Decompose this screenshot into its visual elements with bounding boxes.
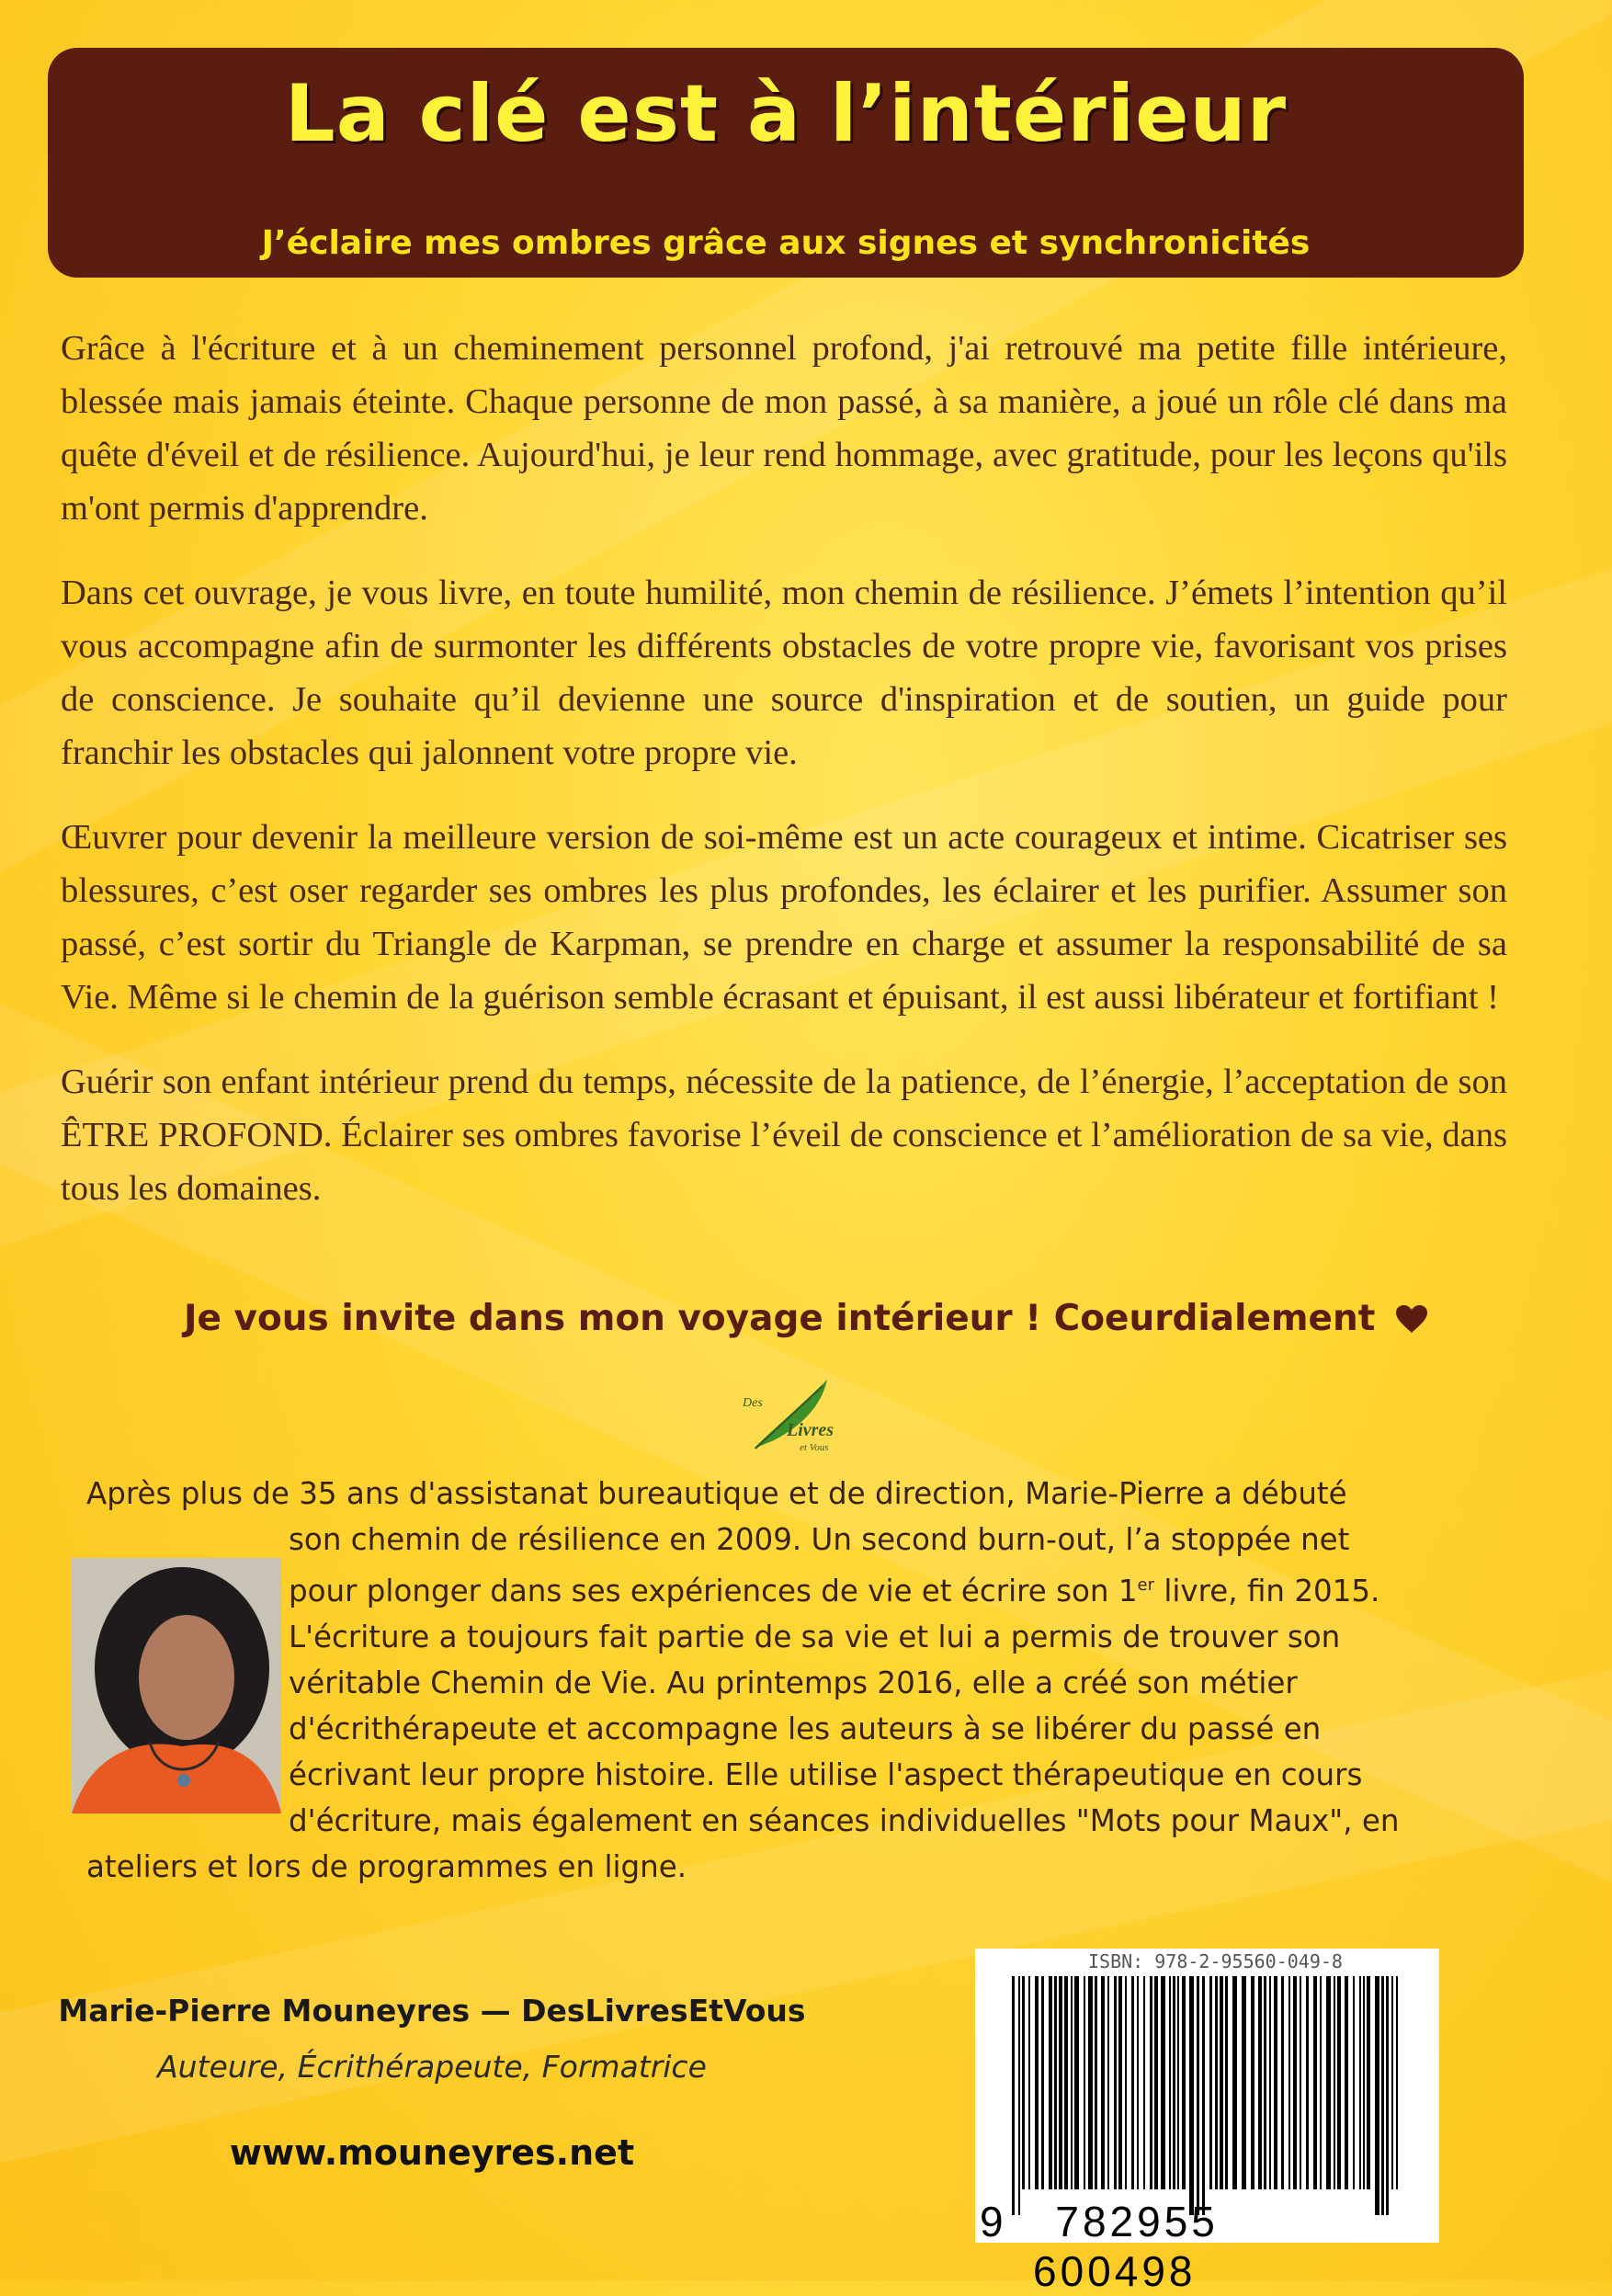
quill-icon	[735, 1375, 864, 1462]
barcode-bar	[1320, 1976, 1322, 2189]
barcode-bar	[1049, 1976, 1052, 2189]
barcode-bar	[1288, 1976, 1290, 2189]
logo-line-2: Livres	[787, 1420, 834, 1440]
barcode-bar	[1074, 1976, 1079, 2189]
barcode-bar	[1345, 1976, 1348, 2189]
barcode-bar	[1396, 1976, 1398, 2189]
invitation-text: Je vous invite dans mon voyage intérieur ! Coeurdialement	[184, 1298, 1376, 1339]
barcode-bar	[1137, 1976, 1139, 2189]
barcode-bar	[1381, 1976, 1384, 2215]
bio-line-2: son chemin de résilience en 2009. Un second burn-out, l’a stoppée net	[289, 1522, 1350, 1557]
logo-line-3: et Vous	[800, 1442, 829, 1453]
barcode-bar	[1101, 1976, 1105, 2189]
author-name: Marie-Pierre Mouneyres — DesLivresEtVous	[58, 1993, 806, 2029]
author-bio	[86, 1471, 1496, 1890]
author-role: Auteure, Écrithérapeute, Formatrice	[157, 2049, 707, 2085]
barcode-bar	[1071, 1976, 1073, 2189]
barcode-bar	[1107, 1976, 1109, 2189]
barcode-bar	[1114, 1976, 1117, 2189]
barcode-bar	[1300, 1976, 1301, 2189]
barcode-bar	[1125, 1976, 1127, 2189]
barcode-digits-left: 782955	[1055, 2198, 1219, 2245]
barcode-bar	[1118, 1976, 1122, 2189]
heart-icon	[1395, 1304, 1428, 1334]
paragraph-4-start: Guérir son enfant intérieur prend du temps, nécessite de la patience, de l’énergie, l’acceptation de son	[61, 1063, 1507, 1101]
barcode-bar	[1035, 1976, 1039, 2189]
barcode-bar	[1177, 1976, 1179, 2189]
bio-line-5: véritable Chemin de Vie. Au printemps 2016, elle a créé son métier	[289, 1665, 1298, 1700]
barcode-bar	[1391, 1976, 1393, 2189]
title-banner	[48, 48, 1524, 278]
barcode-bar	[1220, 1976, 1223, 2189]
bio-line-9: ateliers et lors de programmes en ligne.	[86, 1848, 687, 1884]
bio-line-3-superscript: er	[1137, 1575, 1155, 1595]
logo-line-1: Des	[743, 1396, 763, 1410]
back-cover-text	[61, 322, 1507, 1246]
barcode-bar	[1274, 1976, 1277, 2189]
barcode-bar	[1225, 1976, 1228, 2189]
barcode-bar	[1215, 1976, 1218, 2189]
barcode-bar	[1386, 1976, 1389, 2215]
barcode-bar	[1059, 1976, 1062, 2189]
barcode-digits-right: 600498	[1033, 2247, 1197, 2295]
barcode-bar	[1189, 1976, 1194, 2215]
barcode-bar	[1041, 1976, 1044, 2189]
barcode-bar	[1064, 1976, 1068, 2189]
barcode-bar	[1095, 1976, 1097, 2189]
barcode-bar	[1281, 1976, 1284, 2189]
barcode-bar	[1088, 1976, 1093, 2189]
paragraph-1: Grâce à l'écriture et à un cheminement personnel profond, j'ai retrouvé ma petite fille intérieure, blessée mais jamais éteinte. Chaque personne de mon passé, à sa manière, a joué un rôle clé dans ma quête d'éveil et de résilience. Aujourd'hui, je leur rend hommage, avec gratitude, pour les leçons qu'ils m'ont permis d'apprendre.	[61, 329, 1507, 528]
author-block	[55, 1993, 809, 2173]
publisher-logo	[735, 1375, 864, 1462]
barcode-bar	[1209, 1976, 1212, 2189]
barcode-bar	[1131, 1976, 1134, 2189]
barcode-bar	[1251, 1976, 1254, 2189]
barcode-bar	[1028, 1976, 1030, 2189]
barcode-bar	[1022, 1976, 1025, 2189]
bio-line-4: L'écriture a toujours fait partie de sa vie et lui a permis de trouver son	[289, 1619, 1341, 1654]
barcode-bar	[1084, 1976, 1085, 2189]
barcode-bar	[1018, 1976, 1020, 2215]
barcode-bar	[1197, 1976, 1199, 2215]
barcode-bar	[1054, 1976, 1057, 2189]
barcode-bar	[1359, 1976, 1361, 2189]
barcode-bar	[1269, 1976, 1271, 2189]
paragraph-4-smallcaps: ÊTRE PROFOND	[61, 1116, 324, 1154]
barcode-bar	[1143, 1976, 1145, 2189]
barcode-bar	[1150, 1976, 1152, 2189]
barcode-bar	[1313, 1976, 1317, 2189]
bio-line-6: d'écrithérapeute et accompagne les auteurs à se libérer du passé en	[289, 1711, 1322, 1746]
book-subtitle: J’éclaire mes ombres grâce aux signes et synchronicités	[261, 224, 1311, 262]
barcode-bar	[1173, 1976, 1175, 2189]
barcode-bar	[1182, 1976, 1186, 2189]
invitation-line	[0, 1298, 1612, 1339]
barcode-bar	[1242, 1976, 1246, 2189]
bio-line-7: écrivant leur propre histoire. Elle utilise l'aspect thérapeutique en cours	[289, 1756, 1363, 1792]
barcode-bar	[1334, 1976, 1335, 2189]
paragraph-4	[61, 1055, 1507, 1215]
bio-line-1: Après plus de 35 ans d'assistanat bureautique et de direction, Marie-Pierre a débuté	[86, 1476, 1347, 1511]
barcode-bar	[1375, 1976, 1379, 2215]
isbn-label: ISBN: 978-2-95560-049-8	[1088, 1950, 1343, 1972]
barcode-bar	[1258, 1976, 1262, 2189]
author-website[interactable]: www.mouneyres.net	[229, 2132, 635, 2173]
barcode-bar	[1012, 1976, 1015, 2215]
barcode-digit-first: 9	[980, 2198, 1004, 2245]
barcode-bar	[1169, 1976, 1171, 2189]
barcode-bar	[1161, 1976, 1165, 2189]
bio-line-8: d'écriture, mais également en séances individuelles "Mots pour Maux", en	[289, 1802, 1400, 1838]
barcode-digits	[980, 2197, 1412, 2296]
barcode-bar	[1363, 1976, 1365, 2189]
paragraph-3: Œuvrer pour devenir la meilleure version de soi-même est un acte courageux et intime. Cicatriser ses blessures, c’est oser regarder ses ombres les plus profondes, les éclairer et les purifier. Assumer son passé, c’est sortir du Triangle de Karpman, se prendre en charge et assumer la responsabilité de sa Vie. Même si le chemin de la guérison semble écrasant et épuisant, il est aussi libérateur et fortifiant !	[61, 818, 1507, 1017]
barcode-bar	[1202, 1976, 1205, 2215]
bio-line-3-start: pour plonger dans ses expériences de vie et écrire son 1	[289, 1573, 1138, 1608]
barcode-bar	[1326, 1976, 1331, 2189]
barcode-bar	[1353, 1976, 1355, 2189]
barcode-bar	[1293, 1976, 1297, 2189]
book-title: La clé est à l’intérieur	[284, 68, 1288, 160]
bio-line-3-end: livre, fin 2015.	[1154, 1573, 1380, 1608]
barcode-bar	[1154, 1976, 1158, 2189]
barcode-bar	[1337, 1976, 1341, 2189]
barcode-bar	[1264, 1976, 1266, 2189]
paragraph-4-end: . Éclairer ses ombres favorise l’éveil de conscience et l’amélioration de sa vie, dans tous les domaines.	[61, 1116, 1507, 1208]
barcode-bar	[1232, 1976, 1237, 2189]
barcode-bar	[1367, 1976, 1370, 2189]
bio-line-3	[289, 1563, 1496, 1614]
barcode-bar	[1306, 1976, 1309, 2189]
paragraph-2: Dans cet ouvrage, je vous livre, en toute humilité, mon chemin de résilience. J’émets l’intention qu’il vous accompagne afin de surmonter les différents obstacles de votre propre vie, favorisant vos prises de conscience. Je souhaite qu’il devienne une source d'inspiration et de soutien, un guide pour franchir les obstacles qui jalonnent votre propre vie.	[61, 574, 1507, 772]
